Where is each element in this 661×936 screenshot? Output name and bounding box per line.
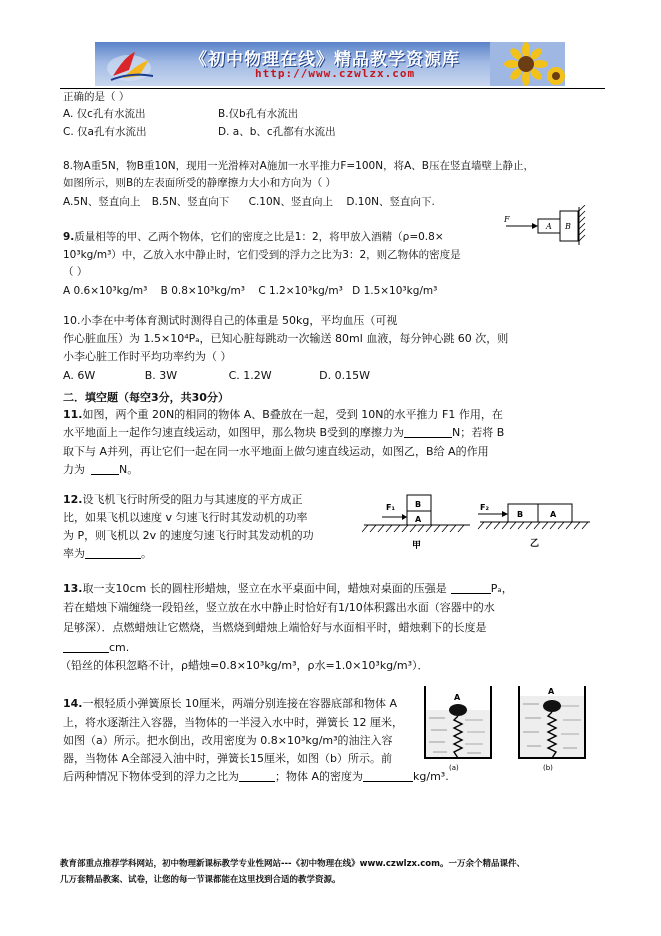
q12-line4 bbox=[63, 544, 152, 563]
q14-line5-tail: kg/m³. bbox=[413, 770, 449, 783]
q9-number: 9. bbox=[63, 231, 75, 243]
q12-line1-text: 设飞机飞行时所受的阻力与其速度的平方成正 bbox=[82, 493, 303, 506]
q7-option-b: B.仅b孔有水流出 bbox=[218, 108, 299, 120]
q11-answer-blank-1[interactable] bbox=[404, 425, 452, 438]
q12-line3: 为 P，则飞机以 2v 的速度匀速飞行时其发动机的功 bbox=[63, 529, 314, 542]
q8-option-a: A.5N、竖直向上 bbox=[63, 196, 141, 208]
q12-fig-b2: B bbox=[517, 510, 524, 519]
q12-number: 12. bbox=[63, 493, 83, 506]
q10-option-a: A. 6W bbox=[63, 369, 96, 382]
q14-line1-text: 一根轻质小弹簧原长 10厘米，两端分别连接在容器底部和物体 A bbox=[82, 697, 398, 710]
footer-line2: 几万套精品教案、试卷，让您的每一节课都能在这里找到合适的教学资源。 bbox=[60, 875, 341, 885]
q8-line1: 8.物A重5N，物B重10N，现用一光滑棒对A施加一水平推力F=100N，将A、B压在竖直墙壁上静止， bbox=[63, 160, 534, 172]
q13-answer-blank-2[interactable] bbox=[63, 640, 109, 653]
q8-option-b: B.5N、竖直向下 bbox=[151, 196, 230, 208]
q10-line3: 小李心脏工作时平均功率约为（ ） bbox=[63, 350, 232, 363]
q14-line5-mid: ；物体 A的密度为 bbox=[275, 770, 364, 783]
q9-line1 bbox=[63, 229, 444, 246]
q7-option-a: A. 仅c孔有水流出 bbox=[63, 108, 146, 120]
q14-fig-b-label: A bbox=[548, 687, 555, 696]
q13-line2: 若在蜡烛下端缠绕一段铅丝，竖立放在水中静止时恰好有1/10体积露出水面（容器中的水 bbox=[63, 601, 495, 614]
q12-fig-b1: B bbox=[415, 500, 422, 509]
q11-line4-text: 力为 bbox=[63, 463, 85, 476]
q13-number: 13. bbox=[63, 582, 83, 595]
q12-answer-blank[interactable] bbox=[85, 546, 141, 559]
header-title: 《初中物理在线》精品教学资源库 bbox=[190, 50, 460, 70]
q14-line5 bbox=[63, 767, 449, 786]
header-banner bbox=[95, 42, 565, 86]
q8-fig-b: B bbox=[565, 222, 571, 231]
q8-fig-f: F bbox=[504, 215, 510, 224]
q9-option-a: A 0.6×10³kg/m³ bbox=[63, 285, 148, 297]
q11-line2-text: 水平地面上一起作匀速直线运动，如图甲，那么物块 B受到的摩擦力为 bbox=[63, 426, 405, 439]
section-title: 二．填空题（每空3分，共30分） bbox=[63, 391, 229, 404]
q14-answer-blank-2[interactable] bbox=[363, 769, 413, 782]
q12-fig-f1: F₁ bbox=[386, 503, 395, 512]
q12-fig-a1: A bbox=[415, 515, 422, 524]
q13-line4 bbox=[63, 638, 129, 657]
q11-line2 bbox=[63, 423, 504, 442]
q12-line2: 比，如果飞机以速度 v 匀速飞行时其发动机的功率 bbox=[63, 511, 308, 524]
q14-line2: 上，将水逐渐注入容器，当物体的一半浸入水中时，弹簧长 12 厘米， bbox=[63, 716, 403, 729]
q11-number: 11. bbox=[63, 408, 83, 421]
q10-option-c: C. 1.2W bbox=[228, 369, 272, 382]
q14-fig-a-label: A bbox=[454, 693, 461, 702]
sunflower-icon bbox=[490, 42, 565, 86]
q9-option-c: C 1.2×10³kg/m³ bbox=[258, 285, 343, 297]
q8-option-d: D.10N、竖直向下. bbox=[346, 196, 435, 208]
header-rule bbox=[60, 88, 605, 89]
q11-line2-tail: N；若将 B bbox=[452, 426, 505, 439]
q14-line4: 器，当物体 A全部浸入油中时，弹簧长15厘米，如图（b）所示。前 bbox=[63, 752, 392, 765]
q12-line4-text: 率为 bbox=[63, 547, 85, 560]
q12-fig-jia: 甲 bbox=[412, 541, 422, 551]
q11-line3: 取下与 A并列，再让它们一起在同一水平地面上做匀速直线运动，如图乙，B给 A的作用 bbox=[63, 445, 489, 458]
q12-figure bbox=[362, 490, 592, 552]
q12-line1 bbox=[63, 490, 303, 509]
q14-line1 bbox=[63, 694, 397, 713]
q14-figure bbox=[421, 682, 599, 774]
q11-line4-tail: N。 bbox=[119, 463, 139, 476]
footer-line1: 教育部重点推荐学科网站，初中物理新课标教学专业性网站---《初中物理在线》www.czwlzx.com。一万余个精品课件、 bbox=[60, 859, 525, 869]
q11-line4 bbox=[63, 460, 138, 479]
q13-line5: （铅丝的体积忽略不计，ρ蜡烛=0.8×10³kg/m³，ρ水=1.0×10³kg/m³）． bbox=[60, 659, 429, 672]
q8-option-c: C.10N、竖直向上 bbox=[248, 196, 334, 208]
q10-option-b: B. 3W bbox=[144, 369, 178, 382]
q14-fig-caption-a: (a) bbox=[449, 764, 459, 772]
q7-option-d: D. a、b、c孔都有水流出 bbox=[218, 126, 336, 138]
q13-line3: 足够深）．点燃蜡烛让它燃烧，当燃烧到蜡烛上端恰好与水面相平时，蜡烛剩下的长度是 bbox=[63, 621, 487, 634]
q13-line1-tail: Pₐ， bbox=[490, 582, 513, 595]
q8-fig-a: A bbox=[546, 222, 552, 231]
q11-line1 bbox=[63, 405, 503, 424]
q10-option-d: D. 0.15W bbox=[319, 369, 371, 382]
header-url: http://www.czwlzx.com bbox=[255, 67, 416, 80]
q13-answer-blank-1[interactable] bbox=[451, 581, 491, 594]
q13-line1 bbox=[63, 579, 513, 598]
q8-line2: 如图所示，则B的左表面所受的静摩擦力大小和方向为（ ） bbox=[63, 177, 337, 189]
q14-answer-blank-1[interactable] bbox=[239, 769, 275, 782]
q9-option-b: B 0.8×10³kg/m³ bbox=[160, 285, 245, 297]
q13-line1-text: 取一支10cm 长的圆柱形蜡烛，竖立在水平桌面中间，蜡烛对桌面的压强是 bbox=[82, 582, 447, 595]
q7-stem-end: 正确的是（ ） bbox=[63, 91, 130, 103]
q9-option-d: D 1.5×10³kg/m³ bbox=[352, 285, 438, 297]
q14-number: 14. bbox=[63, 697, 83, 710]
q8-options bbox=[63, 194, 435, 211]
q9-line3: （ ） bbox=[63, 266, 88, 278]
q14-line5-text: 后两种情况下物体受到的浮力之比为 bbox=[63, 770, 239, 783]
q9-options bbox=[63, 283, 437, 300]
q14-fig-caption-b: (b) bbox=[543, 764, 553, 772]
q12-line4-tail: 。 bbox=[141, 547, 152, 560]
q7-option-c: C. 仅a孔有水流出 bbox=[63, 126, 147, 138]
q11-line1-text: 如图，两个重 20N的相同的物体 A、B叠放在一起，受到 10N的水平推力 F1 作用，在 bbox=[82, 408, 503, 421]
q9-line2: 10³kg/m³）中，乙放入水中静止时，它们受到的浮力之比为3：2，则乙物体的密度是 bbox=[63, 249, 461, 261]
q10-line2: 作心脏血压）为 1.5×10⁴Pₐ，已知心脏每跳动一次输送 80ml 血液，每分钟心跳 60 次，则 bbox=[63, 332, 509, 345]
q9-line1-text: 质量相等的甲、乙两个物体，它们的密度之比是1：2，将甲放入酒精（ρ=0.8× bbox=[74, 231, 444, 243]
q8-figure bbox=[502, 205, 592, 247]
q12-fig-a2: A bbox=[550, 510, 557, 519]
logo-icon bbox=[103, 46, 159, 84]
q10-line1: 10.小李在中考体育测试时测得自己的体重是 50kg，平均血压（可视 bbox=[63, 314, 398, 327]
q10-options bbox=[63, 366, 370, 385]
q11-answer-blank-2[interactable] bbox=[91, 462, 119, 475]
q12-fig-yi: 乙 bbox=[530, 539, 540, 549]
q12-fig-f2: F₂ bbox=[480, 503, 489, 512]
q14-line3: 如图（a）所示。把水倒出，改用密度为 0.8×10³kg/m³的油注入容 bbox=[63, 734, 393, 747]
q13-line4-tail: cm. bbox=[109, 641, 130, 654]
